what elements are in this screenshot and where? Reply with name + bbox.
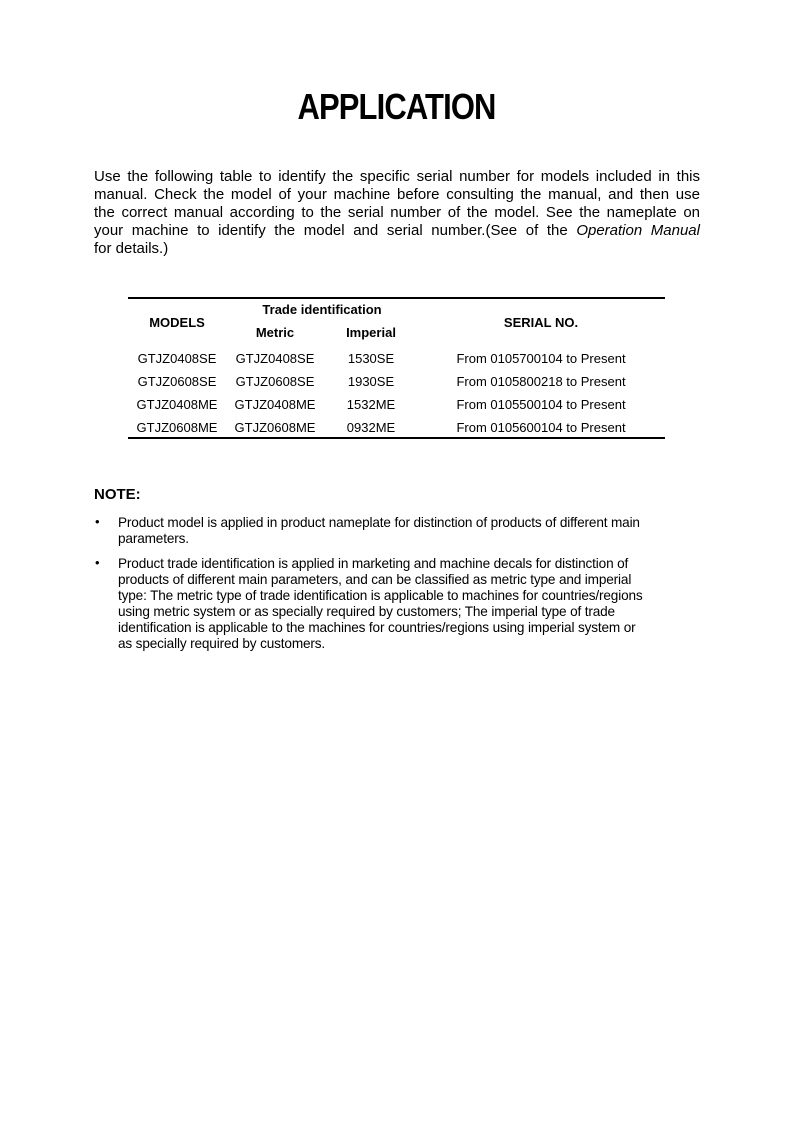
intro-line: for details.): [94, 240, 169, 257]
note-line: type: The metric type of trade identification is applicable to machines for countries/regions: [118, 588, 643, 603]
note-line: identification is applicable to the machines for countries/regions using imperial system or: [118, 620, 636, 635]
intro-line: Use the following table to identify the specific serial number for models included in this: [94, 168, 700, 185]
cell-model: GTJZ0408SE: [137, 351, 217, 366]
note-line: as specially required by customers.: [118, 636, 326, 651]
cell-imperial: 1532ME: [346, 397, 396, 412]
note-line: products of different main parameters, and can be classified as metric type and imperial: [118, 572, 632, 587]
header-metric: Metric: [255, 325, 295, 340]
cell-serial: From 0105600104 to Present: [456, 420, 626, 435]
cell-metric: GTJZ0608SE: [235, 374, 315, 389]
header-trade-identification: Trade identification: [262, 302, 382, 317]
cell-serial: From 0105500104 to Present: [456, 397, 626, 412]
cell-metric: GTJZ0408ME: [234, 397, 316, 412]
table-top-rule: [128, 297, 665, 299]
cell-imperial: 1530SE: [347, 351, 395, 366]
note-line: Product model is applied in product nameplate for distinction of products of different main: [118, 515, 640, 530]
cell-metric: GTJZ0408SE: [235, 351, 315, 366]
intro-line: the correct manual according to the serial number of the model. See the nameplate on: [94, 204, 700, 221]
cell-model: GTJZ0408ME: [136, 397, 218, 412]
intro-line: manual. Check the model of your machine before consulting the manual, and then use: [94, 186, 700, 203]
cell-model: GTJZ0608SE: [137, 374, 217, 389]
header-serial: SERIAL NO.: [503, 315, 579, 330]
table-bottom-rule: [128, 437, 665, 439]
note-line: using metric system or as specially required by customers; The imperial type of trade: [118, 604, 615, 619]
cell-imperial: 1930SE: [347, 374, 395, 389]
cell-model: GTJZ0608ME: [136, 420, 218, 435]
note-line: parameters.: [118, 531, 189, 546]
cell-serial: From 0105700104 to Present: [456, 351, 626, 366]
page-title: APPLICATION: [297, 86, 496, 127]
note-line: Product trade identification is applied in marketing and machine decals for distinction of: [118, 556, 629, 571]
cell-metric: GTJZ0608ME: [234, 420, 316, 435]
intro-text: your machine to identify the model and serial number.(See of the: [94, 222, 577, 239]
cell-imperial: 0932ME: [346, 420, 396, 435]
bullet-icon: •: [95, 514, 100, 529]
cell-serial: From 0105800218 to Present: [456, 374, 626, 389]
bullet-icon: •: [95, 555, 100, 570]
header-models: MODELS: [149, 315, 205, 330]
header-imperial: Imperial: [346, 325, 396, 340]
note-heading: NOTE:: [94, 486, 141, 503]
operation-manual-reference: Operation Manual: [576, 222, 700, 239]
intro-line: [94, 222, 700, 240]
